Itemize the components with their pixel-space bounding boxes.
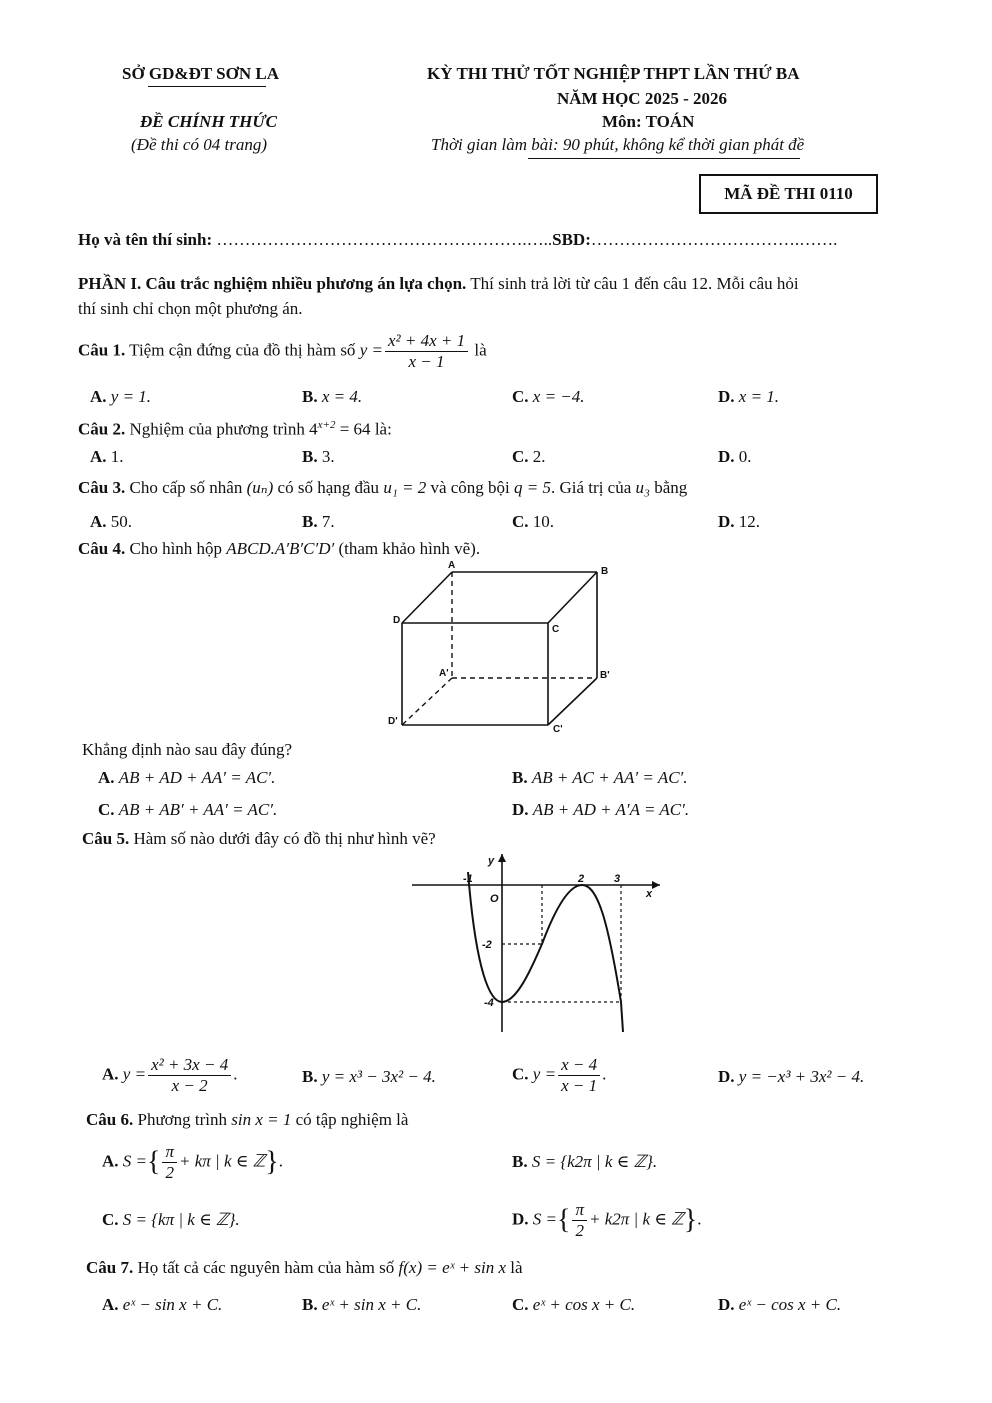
option-value: y = x³ − 3x² − 4. bbox=[321, 1067, 436, 1086]
question-1 bbox=[78, 331, 487, 372]
vertex-c: C bbox=[552, 624, 560, 635]
q1-option-c[interactable] bbox=[512, 387, 585, 407]
q2-exponent: x+2 bbox=[317, 419, 336, 431]
question-5 bbox=[82, 829, 436, 849]
dept-name: SỞ GD&ĐT SƠN LA bbox=[122, 64, 279, 83]
option-fraction bbox=[162, 1142, 177, 1183]
candidate-line bbox=[78, 230, 837, 250]
q5-option-c[interactable]: C. y = $\frac{x - 4}{x - 1}$ . bbox=[512, 1055, 607, 1095]
q4-question: Khẳng định nào sau đây đúng? bbox=[82, 740, 293, 759]
part1-line1 bbox=[78, 274, 799, 294]
q3-option-a[interactable] bbox=[90, 512, 132, 532]
option-suffix: + kπ | k ∈ ℤ bbox=[179, 1151, 266, 1171]
q2-text: Nghiệm của phương trình bbox=[125, 419, 310, 439]
q1-denominator: x − 1 bbox=[408, 352, 445, 371]
q6-option-d[interactable]: D. S ={ $\frac{\pi}{2}$ + k2π | k ∈ ℤ}. bbox=[512, 1200, 702, 1240]
sbd-label: SBD: bbox=[552, 230, 591, 249]
q7-end: là bbox=[506, 1258, 523, 1277]
q5-text: Hàm số nào dưới đây có đồ thị như hình vẽ? bbox=[129, 829, 436, 848]
option-letter: B. bbox=[302, 1067, 318, 1086]
tick-3: 3 bbox=[614, 873, 621, 885]
official-label: ĐỀ CHÍNH THỨC bbox=[140, 112, 277, 131]
q5-option-b[interactable] bbox=[302, 1067, 436, 1087]
option-letter: C. bbox=[512, 1064, 529, 1084]
q2-option-d[interactable] bbox=[718, 447, 752, 467]
option-value: 7. bbox=[321, 512, 335, 531]
option-letter: A. bbox=[98, 768, 115, 787]
vertex-b1: B' bbox=[600, 670, 610, 681]
option-value: 10. bbox=[532, 512, 555, 531]
option-letter: A. bbox=[90, 512, 107, 531]
option-value: 12. bbox=[738, 512, 761, 531]
tick-minus1: -1 bbox=[463, 873, 473, 885]
origin-label: O bbox=[490, 893, 499, 905]
option-letter: D. bbox=[718, 1295, 735, 1314]
q1-numerator: x² + 4x + 1 bbox=[385, 331, 468, 352]
vertex-b: B bbox=[601, 566, 609, 577]
sbd-field[interactable]: ……………………………….……. bbox=[590, 230, 838, 249]
q2-option-b[interactable] bbox=[302, 447, 335, 467]
option-value: 3. bbox=[321, 447, 335, 466]
q7-option-c[interactable] bbox=[512, 1295, 635, 1315]
denominator: 2 bbox=[575, 1221, 584, 1240]
option-letter: D. bbox=[718, 387, 735, 406]
question-2 bbox=[78, 419, 392, 440]
denominator: x − 2 bbox=[171, 1076, 208, 1095]
option-letter: C. bbox=[102, 1210, 119, 1229]
q2-base: 4 bbox=[309, 419, 318, 439]
option-value: eˣ − sin x + C. bbox=[122, 1295, 223, 1314]
q1-end: là bbox=[470, 340, 487, 360]
option-value: x = 4. bbox=[321, 387, 363, 406]
pages-note: (Đề thi có 04 trang) bbox=[131, 135, 267, 154]
option-letter: B. bbox=[512, 768, 528, 787]
option-letter: B. bbox=[302, 1295, 318, 1314]
option-value: S = {kπ | k ∈ ℤ}. bbox=[122, 1210, 240, 1229]
q6-option-b[interactable] bbox=[512, 1152, 657, 1172]
q6-equation: sin x = 1 bbox=[231, 1110, 292, 1129]
exam-code: MÃ ĐỀ THI 0110 bbox=[724, 184, 853, 203]
option-value: x = 1. bbox=[738, 387, 780, 406]
time-underline bbox=[528, 158, 800, 159]
option-letter: B. bbox=[302, 512, 318, 531]
option-value: x = −4. bbox=[532, 387, 585, 406]
option-value: 50. bbox=[110, 512, 133, 531]
q1-fraction bbox=[385, 331, 468, 372]
q3-text: Cho cấp số nhân bbox=[125, 478, 247, 497]
option-letter: D. bbox=[512, 800, 529, 819]
tick-minus2: -2 bbox=[482, 939, 492, 951]
option-value: 2. bbox=[532, 447, 546, 466]
q1-option-d[interactable] bbox=[718, 387, 779, 407]
q1-text: Tiệm cận đứng của đồ thị hàm số bbox=[125, 340, 360, 360]
q4-label: Câu 4. bbox=[78, 539, 126, 558]
option-letter: C. bbox=[512, 447, 529, 466]
vertex-c1: C' bbox=[553, 724, 563, 735]
tick-minus4: -4 bbox=[484, 997, 494, 1009]
part1-instruction: Thí sinh trả lời từ câu 1 đến câu 12. Mỗi câu hỏi bbox=[466, 274, 799, 293]
option-y: y = bbox=[532, 1064, 557, 1084]
q7-option-b[interactable] bbox=[302, 1295, 421, 1315]
option-letter: B. bbox=[302, 447, 318, 466]
option-letter: A. bbox=[102, 1064, 119, 1084]
q1-option-b[interactable] bbox=[302, 387, 362, 407]
q5-option-a[interactable]: A. y = $\frac{\text{x² + 3x − 4}}{x - 2}$ . bbox=[102, 1055, 238, 1095]
q3-u1: u₁ = 2 bbox=[383, 478, 427, 497]
q2-option-a[interactable] bbox=[90, 447, 124, 467]
cuboid-figure bbox=[385, 560, 625, 735]
name-label: Họ và tên thí sinh: bbox=[78, 230, 213, 249]
q3-text3: và công bội bbox=[426, 478, 515, 497]
question-3 bbox=[78, 478, 687, 498]
dept-underline bbox=[148, 86, 266, 87]
q6-label: Câu 6. bbox=[86, 1110, 134, 1129]
q3-option-c[interactable] bbox=[512, 512, 554, 532]
option-value: y = −x³ + 3x² − 4. bbox=[738, 1067, 865, 1086]
q4-text: Cho hình hộp bbox=[125, 539, 227, 558]
option-value: 1. bbox=[110, 447, 124, 466]
q2-end: là: bbox=[370, 419, 392, 439]
option-letter: D. bbox=[718, 447, 735, 466]
option-value: eˣ + cos x + C. bbox=[532, 1295, 636, 1314]
q3-end: bằng bbox=[649, 478, 688, 497]
denominator: 2 bbox=[165, 1163, 174, 1182]
axis-y-label: y bbox=[488, 855, 495, 867]
q3-text2: có số hạng đầu bbox=[273, 478, 384, 497]
q2-equation: = 64 bbox=[335, 419, 371, 439]
option-letter: B. bbox=[302, 387, 318, 406]
function-graph bbox=[408, 852, 668, 1037]
q4-box: ABCD.A′B′C′D′ bbox=[226, 539, 335, 558]
option-letter: B. bbox=[512, 1152, 528, 1171]
option-value: AB + AB′ + AA′ = AC′. bbox=[118, 800, 278, 819]
q3-u3: u₃ bbox=[635, 478, 650, 497]
q2-option-c[interactable] bbox=[512, 447, 546, 467]
name-field[interactable]: ……………………………………………….….. bbox=[216, 230, 553, 249]
option-fraction bbox=[148, 1055, 231, 1096]
q5-option-d[interactable] bbox=[718, 1067, 864, 1087]
vertex-a: A bbox=[448, 560, 456, 571]
option-value: AB + AD + AA′ = AC′. bbox=[118, 768, 276, 787]
option-y: y = bbox=[122, 1064, 147, 1084]
q7-option-a[interactable] bbox=[102, 1295, 222, 1315]
q2-label: Câu 2. bbox=[78, 419, 126, 439]
q1-option-a[interactable] bbox=[90, 387, 151, 407]
numerator: π bbox=[162, 1142, 177, 1163]
part1-title: PHẦN I. Câu trắc nghiệm nhiều phương án lựa chọn. bbox=[78, 274, 467, 293]
option-value: AB + AD + A′A = AC′. bbox=[532, 800, 690, 819]
q4-option-b[interactable] bbox=[512, 768, 688, 788]
q1-label: Câu 1. bbox=[78, 340, 126, 360]
q3-ratio: q = 5 bbox=[514, 478, 552, 497]
option-value: eˣ − cos x + C. bbox=[738, 1295, 842, 1314]
q7-label: Câu 7. bbox=[86, 1258, 134, 1277]
q4-option-d[interactable] bbox=[512, 800, 689, 820]
option-letter: C. bbox=[512, 512, 529, 531]
q6-text: Phương trình bbox=[133, 1110, 232, 1129]
q4-option-c[interactable] bbox=[98, 800, 277, 820]
q6-option-c[interactable] bbox=[102, 1210, 240, 1230]
q1-y: y = bbox=[359, 340, 383, 360]
school-year: NĂM HỌC 2025 - 2026 bbox=[557, 89, 727, 108]
exam-time: Thời gian làm bài: 90 phút, không kể thời gian phát đề bbox=[431, 135, 805, 154]
vertex-a1: A' bbox=[439, 668, 449, 679]
q7-text: Họ tất cả các nguyên hàm của hàm số bbox=[133, 1258, 399, 1277]
q4-end: (tham khảo hình vẽ). bbox=[334, 539, 481, 558]
option-letter: A. bbox=[90, 447, 107, 466]
option-letter: C. bbox=[512, 387, 529, 406]
option-letter: D. bbox=[718, 512, 735, 531]
subject: Môn: TOÁN bbox=[602, 112, 695, 131]
q7-option-d[interactable] bbox=[718, 1295, 841, 1315]
axis-x-label: x bbox=[646, 888, 653, 900]
option-value: 0. bbox=[738, 447, 752, 466]
option-prefix: S = bbox=[122, 1151, 148, 1171]
question-4 bbox=[78, 539, 480, 559]
option-suffix: + k2π | k ∈ ℤ bbox=[589, 1209, 684, 1229]
q5-label: Câu 5. bbox=[82, 829, 130, 848]
q3-text4: . Giá trị của bbox=[551, 478, 636, 497]
q6-end: có tập nghiệm là bbox=[291, 1110, 409, 1129]
option-letter: D. bbox=[512, 1209, 529, 1229]
tick-2: 2 bbox=[578, 873, 585, 885]
denominator: x − 1 bbox=[561, 1076, 598, 1095]
option-value: S = {k2π | k ∈ ℤ}. bbox=[531, 1152, 658, 1171]
q4-option-a[interactable] bbox=[98, 768, 275, 788]
option-value: y = 1. bbox=[110, 387, 152, 406]
exam-code-box bbox=[699, 174, 878, 214]
q3-sequence: (uₙ) bbox=[246, 478, 274, 497]
option-letter: C. bbox=[512, 1295, 529, 1314]
numerator: x² + 3x − 4 bbox=[148, 1055, 231, 1076]
part1-line2: thí sinh chỉ chọn một phương án. bbox=[78, 299, 303, 318]
numerator: π bbox=[572, 1200, 587, 1221]
option-letter: A. bbox=[90, 387, 107, 406]
option-prefix: S = bbox=[532, 1209, 558, 1229]
option-value: AB + AC + AA′ = AC′. bbox=[531, 768, 688, 787]
vertex-d: D bbox=[393, 615, 401, 626]
numerator: x − 4 bbox=[558, 1055, 600, 1076]
option-letter: A. bbox=[102, 1295, 119, 1314]
option-letter: D. bbox=[718, 1067, 735, 1086]
q3-option-b[interactable] bbox=[302, 512, 335, 532]
q3-label: Câu 3. bbox=[78, 478, 126, 497]
q6-option-a[interactable]: A. S ={ $\frac{\pi}{2}$ + kπ | k ∈ ℤ}. bbox=[102, 1142, 283, 1182]
question-6 bbox=[86, 1110, 408, 1130]
q3-option-d[interactable] bbox=[718, 512, 760, 532]
option-letter: C. bbox=[98, 800, 115, 819]
vertex-d1: D' bbox=[388, 716, 398, 727]
option-letter: A. bbox=[102, 1151, 119, 1171]
option-fraction bbox=[558, 1055, 600, 1096]
option-fraction bbox=[572, 1200, 587, 1241]
question-7 bbox=[86, 1258, 523, 1278]
exam-title: KỲ THI THỬ TỐT NGHIỆP THPT LẦN THỨ BA bbox=[427, 64, 800, 83]
option-value: eˣ + sin x + C. bbox=[321, 1295, 422, 1314]
q7-function: f(x) = eˣ + sin x bbox=[398, 1258, 507, 1277]
